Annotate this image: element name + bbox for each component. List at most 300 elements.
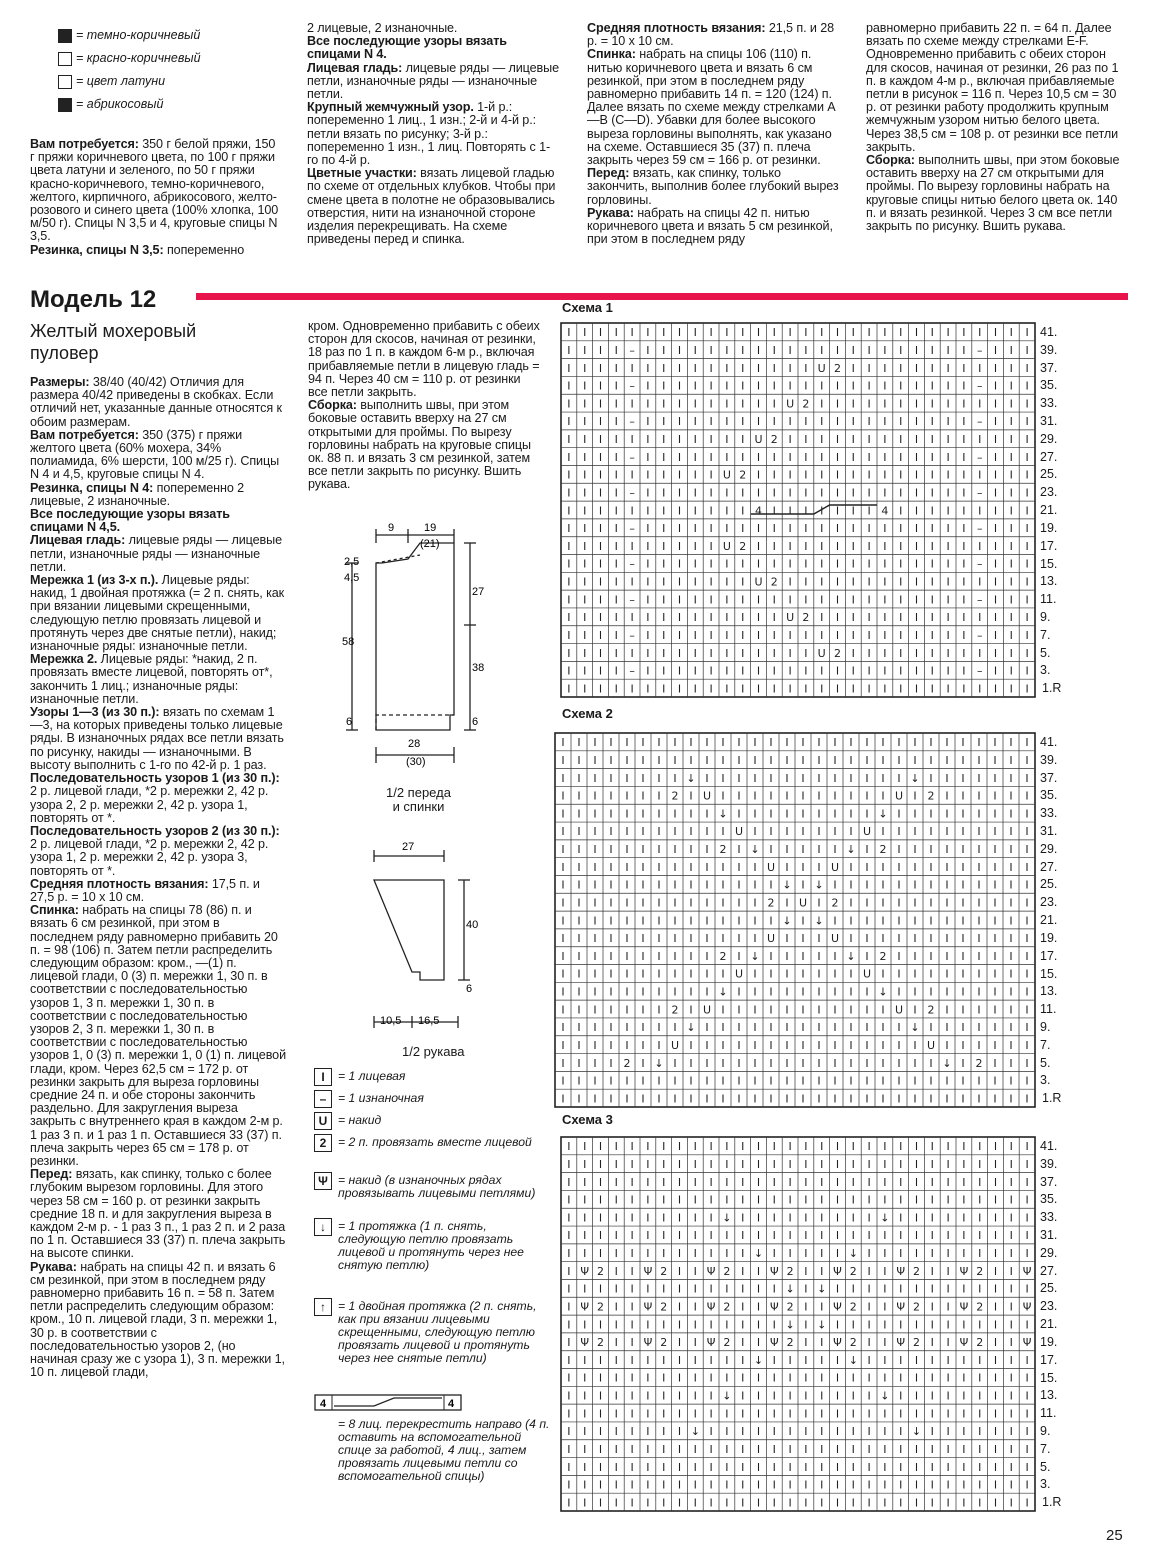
- stitch-symbol: I: [1025, 611, 1029, 625]
- stitch-symbol: I: [1009, 1371, 1013, 1385]
- stitch-symbol: I: [820, 379, 824, 393]
- stitch-symbol: I: [945, 1074, 949, 1088]
- stitch-symbol: I: [614, 1460, 618, 1474]
- stitch-symbol: I: [662, 664, 666, 678]
- stitch-symbol: I: [817, 825, 821, 839]
- stitch-symbol: I: [899, 1407, 903, 1421]
- stitch-symbol: I: [835, 1460, 840, 1474]
- stitch-symbol: I: [598, 1478, 603, 1492]
- stitch-symbol: I: [593, 825, 597, 839]
- stitch-symbol: I: [788, 522, 792, 536]
- stitch-symbol: I: [756, 557, 761, 571]
- stitch-symbol: I: [833, 914, 837, 928]
- dim-label: 6: [472, 716, 479, 728]
- stitch-symbol: I: [693, 379, 697, 393]
- symbol-label: = накид (в изнаночных рядах провязывать лицевыми петлями): [338, 1173, 536, 1200]
- stitch-symbol: I: [769, 807, 773, 821]
- stitch-symbol: I: [1009, 1157, 1013, 1171]
- stitch-symbol: I: [567, 1300, 571, 1314]
- stitch-symbol: I: [1009, 1389, 1013, 1403]
- stitch-symbol: I: [930, 628, 934, 642]
- stitch-symbol: I: [693, 1300, 697, 1314]
- paragraph: [30, 376, 286, 429]
- stitch-symbol: I: [662, 468, 666, 482]
- stitch-symbol: I: [1025, 682, 1029, 696]
- stitch-symbol: I: [657, 789, 661, 803]
- stitch-symbol: I: [614, 1478, 618, 1492]
- stitch-symbol: I: [833, 771, 837, 785]
- stitch-symbol: I: [867, 450, 871, 464]
- stitch-symbol: I: [721, 860, 725, 874]
- stitch-symbol: I: [693, 646, 697, 660]
- stitch-symbol: I: [788, 664, 792, 678]
- stitch-symbol: I: [598, 1407, 603, 1421]
- stitch-symbol: I: [1009, 914, 1013, 928]
- stitch-symbol: I: [914, 450, 919, 464]
- stitch-symbol: I: [609, 1021, 613, 1035]
- stitch-symbol: I: [614, 361, 618, 375]
- stitch-symbol: I: [788, 1140, 792, 1154]
- stitch-symbol: I: [598, 1175, 603, 1189]
- stitch-symbol: I: [804, 433, 808, 447]
- stitch-symbol: Ψ: [706, 1300, 716, 1314]
- stitch-symbol: I: [899, 1193, 903, 1207]
- stitch-symbol: I: [673, 985, 677, 999]
- stitch-symbol: I: [721, 753, 725, 767]
- stitch-symbol: I: [756, 628, 761, 642]
- stitch-symbol: I: [709, 1496, 713, 1510]
- stitch-symbol: I: [899, 539, 903, 553]
- stitch-symbol: ↓: [817, 1318, 827, 1332]
- stitch-symbol: I: [598, 1282, 603, 1296]
- stitch-symbol: I: [630, 1211, 634, 1225]
- stitch-symbol: I: [817, 932, 821, 946]
- stitch-symbol: I: [820, 575, 824, 589]
- stitch-symbol: I: [741, 1229, 745, 1243]
- stitch-symbol: I: [662, 397, 666, 411]
- stitch-symbol: I: [561, 896, 565, 910]
- stitch-symbol: I: [662, 326, 666, 340]
- stitch-symbol: I: [929, 807, 933, 821]
- stitch-symbol: I: [614, 682, 618, 696]
- stitch-symbol: I: [689, 1003, 693, 1017]
- stitch-symbol: I: [662, 1371, 666, 1385]
- stitch-symbol: I: [978, 433, 982, 447]
- stitch-symbol: I: [945, 1092, 949, 1106]
- stitch-symbol: I: [593, 1074, 597, 1088]
- stitch-symbol: I: [609, 1092, 613, 1106]
- knitting-chart-grid: [554, 732, 1036, 1108]
- stitch-symbol: I: [993, 343, 998, 357]
- stitch-symbol: I: [598, 486, 603, 500]
- stitch-symbol: I: [1009, 415, 1013, 429]
- stitch-symbol: I: [993, 1211, 998, 1225]
- stitch-symbol: I: [867, 343, 871, 357]
- stitch-symbol: I: [741, 522, 745, 536]
- stitch-symbol: I: [577, 753, 581, 767]
- stitch-symbol: I: [1009, 860, 1013, 874]
- stitch-symbol: I: [914, 1371, 919, 1385]
- stitch-symbol: Ψ: [1022, 1264, 1032, 1278]
- stitch-symbol: I: [577, 985, 581, 999]
- stitch-symbol: I: [646, 1157, 650, 1171]
- stitch-symbol: I: [1025, 1460, 1029, 1474]
- stitch-symbol: I: [804, 361, 808, 375]
- stitch-symbol: I: [1025, 1425, 1029, 1439]
- stitch-symbol: I: [820, 682, 824, 696]
- stitch-symbol: I: [646, 575, 650, 589]
- stitch-symbol: I: [946, 1496, 950, 1510]
- stitch-symbol: I: [662, 611, 666, 625]
- stitch-symbol: I: [897, 896, 901, 910]
- stitch-symbol: I: [883, 1264, 887, 1278]
- stitch-symbol: I: [772, 557, 776, 571]
- stitch-symbol: I: [583, 557, 587, 571]
- stitch-symbol: ↓: [848, 1353, 858, 1367]
- paragraph: [30, 138, 280, 244]
- stitch-symbol: I: [593, 896, 597, 910]
- stitch-symbol: I: [883, 1229, 887, 1243]
- stitch-symbol: –: [976, 486, 983, 500]
- stitch-symbol: I: [962, 1425, 966, 1439]
- stitch-symbol: I: [1025, 557, 1029, 571]
- stitch-symbol: I: [689, 967, 693, 981]
- stitch-symbol: I: [851, 539, 855, 553]
- stitch-symbol: I: [978, 1460, 982, 1474]
- stitch-symbol: I: [849, 985, 853, 999]
- stitch-symbol: I: [677, 646, 682, 660]
- stitch-symbol: I: [804, 379, 808, 393]
- stitch-symbol: I: [914, 611, 919, 625]
- stitch-symbol: I: [689, 807, 693, 821]
- stitch-symbol: I: [1009, 361, 1013, 375]
- stitch-symbol: I: [677, 326, 682, 340]
- stitch-symbol: I: [741, 1300, 745, 1314]
- stitch-symbol: I: [817, 789, 821, 803]
- stitch-symbol: I: [598, 433, 603, 447]
- stitch-symbol: 2: [739, 468, 747, 482]
- stitch-symbol: I: [804, 1442, 808, 1456]
- row-number: 31.: [1040, 824, 1058, 839]
- stitch-symbol: I: [867, 1460, 871, 1474]
- schema-title: Схема 2: [562, 706, 613, 721]
- row-number: 21.: [1040, 1317, 1058, 1332]
- stitch-symbol: I: [946, 1157, 950, 1171]
- stitch-symbol: I: [820, 664, 824, 678]
- stitch-symbol: I: [561, 736, 565, 750]
- stitch-symbol: I: [567, 646, 571, 660]
- stitch-symbol: I: [897, 843, 901, 857]
- stitch-symbol: I: [625, 985, 629, 999]
- stitch-symbol: I: [625, 753, 629, 767]
- stitch-symbol: I: [609, 1038, 613, 1052]
- stitch-symbol: I: [820, 1336, 824, 1350]
- stitch-symbol: I: [677, 1389, 682, 1403]
- stitch-symbol: ↓: [878, 985, 888, 999]
- stitch-symbol: I: [1009, 343, 1013, 357]
- stitch-symbol: I: [693, 361, 697, 375]
- stitch-symbol: I: [865, 1003, 869, 1017]
- stitch-symbol: I: [561, 771, 565, 785]
- stitch-symbol: I: [567, 468, 571, 482]
- stitch-symbol: I: [867, 1211, 871, 1225]
- stitch-symbol: I: [978, 1247, 982, 1261]
- stitch-symbol: I: [709, 379, 713, 393]
- stitch-symbol: ↓: [654, 1056, 664, 1070]
- top-column-1: [30, 138, 280, 257]
- stitch-symbol: I: [693, 1353, 697, 1367]
- stitch-symbol: I: [851, 1140, 855, 1154]
- stitch-symbol: I: [772, 1425, 776, 1439]
- stitch-symbol: I: [756, 611, 761, 625]
- stitch-symbol: I: [820, 1407, 824, 1421]
- stitch-symbol: I: [883, 664, 887, 678]
- stitch-symbol: I: [583, 326, 587, 340]
- stitch-symbol: I: [662, 1229, 666, 1243]
- stitch-symbol: I: [897, 753, 901, 767]
- stitch-symbol: I: [614, 1229, 618, 1243]
- dim-label: 40: [466, 919, 479, 931]
- stitch-symbol: I: [946, 575, 950, 589]
- stitch-symbol: I: [801, 843, 805, 857]
- main-column-1: [30, 376, 286, 1379]
- stitch-symbol: I: [725, 1318, 729, 1332]
- paragraph-text: Лицевые ряды: накид, 1 двойная протяжка (= 2 п. снять, как при вязании лицевыми скрещенными, следующую петлю провязать лицевой и протянуть через две снятые петли), накид; изнаночные ряды: изнаночные петли.: [30, 573, 285, 654]
- paragraph-text: выполнить швы, при этом боковые оставить вверху на 27 см открытыми для проймы. По вырезу горловины набрать на круговые спицы нитью белого цвета ок. 140 п. и вязать резинкой. Через 3 см все петли закрыть по рисунку. Вшить рукава.: [866, 153, 1120, 234]
- paragraph-text: лицевые ряды — лицевые петли, изнаночные ряды — изнаночные петли.: [307, 60, 560, 102]
- stitch-symbol: I: [609, 860, 613, 874]
- stitch-symbol: I: [725, 522, 729, 536]
- stitch-symbol: I: [756, 1193, 761, 1207]
- stitch-symbol: I: [561, 789, 565, 803]
- stitch-symbol: I: [705, 1092, 709, 1106]
- stitch-symbol: I: [753, 771, 757, 785]
- stitch-symbol: I: [769, 878, 773, 892]
- stitch-symbol: I: [883, 1425, 887, 1439]
- stitch-symbol: I: [883, 326, 887, 340]
- stitch-symbol: I: [709, 326, 713, 340]
- stitch-symbol: I: [614, 1371, 618, 1385]
- stitch-symbol: I: [725, 504, 729, 518]
- stitch-symbol: I: [641, 896, 645, 910]
- stitch-symbol: I: [945, 736, 949, 750]
- stitch-symbol: I: [899, 557, 903, 571]
- stitch-symbol: I: [835, 1478, 840, 1492]
- stitch-symbol: I: [883, 468, 887, 482]
- stitch-symbol: I: [646, 468, 650, 482]
- stitch-symbol: I: [945, 753, 949, 767]
- stitch-symbol: I: [946, 1282, 950, 1296]
- stitch-symbol: I: [646, 326, 650, 340]
- stitch-symbol: I: [689, 736, 693, 750]
- stitch-symbol: I: [709, 450, 713, 464]
- stitch-symbol: I: [913, 949, 917, 963]
- stitch-symbol: Ψ: [580, 1336, 590, 1350]
- stitch-symbol: I: [689, 985, 693, 999]
- stitch-symbol: I: [899, 522, 903, 536]
- stitch-symbol: I: [930, 468, 934, 482]
- stitch-symbol: I: [993, 1157, 998, 1171]
- paragraph: [307, 62, 559, 102]
- stitch-symbol: I: [788, 1407, 792, 1421]
- stitch-symbol: I: [641, 985, 645, 999]
- stitch-symbol: I: [646, 1193, 650, 1207]
- stitch-symbol: I: [899, 682, 903, 696]
- stitch-symbol: I: [646, 1407, 650, 1421]
- stitch-symbol: I: [677, 468, 682, 482]
- stitch-symbol: I: [741, 682, 745, 696]
- stitch-symbol: I: [709, 1140, 713, 1154]
- stitch-symbol: I: [835, 664, 840, 678]
- stitch-symbol: –: [976, 593, 983, 607]
- stitch-symbol: I: [978, 1282, 982, 1296]
- stitch-symbol: I: [867, 682, 871, 696]
- stitch-symbol: I: [883, 522, 887, 536]
- stitch-symbol: I: [583, 361, 587, 375]
- stitch-symbol: I: [709, 611, 713, 625]
- stitch-symbol: I: [567, 1353, 571, 1367]
- stitch-symbol: I: [737, 896, 741, 910]
- stitch-symbol: I: [1009, 379, 1013, 393]
- paragraph-heading: Средняя плотность вязания:: [587, 21, 766, 35]
- stitch-symbol: I: [625, 843, 629, 857]
- stitch-symbol: I: [673, 807, 677, 821]
- stitch-symbol: I: [625, 878, 629, 892]
- stitch-symbol: I: [725, 611, 729, 625]
- paragraph-heading: Сборка:: [308, 398, 357, 413]
- stitch-symbol: I: [657, 1038, 661, 1052]
- stitch-symbol: I: [804, 1318, 808, 1332]
- stitch-symbol: I: [693, 433, 697, 447]
- stitch-symbol: I: [804, 1193, 808, 1207]
- stitch-symbol: I: [1009, 1175, 1013, 1189]
- stitch-symbol: I: [756, 1442, 761, 1456]
- stitch-symbol: 2: [770, 433, 778, 447]
- stitch-symbol: I: [725, 575, 729, 589]
- stitch-symbol: I: [725, 1478, 729, 1492]
- stitch-symbol: I: [851, 1175, 855, 1189]
- stitch-symbol: I: [833, 843, 837, 857]
- stitch-symbol: I: [1025, 1175, 1029, 1189]
- stitch-symbol: I: [913, 1003, 917, 1017]
- stitch-symbol: I: [1025, 1282, 1029, 1296]
- stitch-symbol: I: [946, 557, 950, 571]
- stitch-symbol: I: [709, 1389, 713, 1403]
- stitch-symbol: I: [993, 486, 998, 500]
- stitch-symbol: I: [677, 1407, 682, 1421]
- stitch-symbol: 2: [786, 1264, 794, 1278]
- stitch-symbol: I: [804, 1389, 808, 1403]
- stitch-symbol: I: [561, 985, 565, 999]
- stitch-symbol: I: [693, 522, 697, 536]
- stitch-symbol: I: [913, 1074, 917, 1088]
- stitch-symbol: I: [835, 1211, 840, 1225]
- stitch-symbol: I: [721, 1038, 725, 1052]
- paragraph: [587, 48, 840, 167]
- stitch-symbol: I: [769, 771, 773, 785]
- stitch-symbol: I: [756, 593, 761, 607]
- stitch-symbol: I: [897, 771, 901, 785]
- stitch-symbol: I: [945, 914, 949, 928]
- stitch-symbol: I: [630, 326, 634, 340]
- stitch-symbol: I: [725, 397, 729, 411]
- stitch-symbol: I: [561, 753, 565, 767]
- row-number: 9.: [1040, 609, 1051, 624]
- stitch-symbol: I: [849, 914, 853, 928]
- stitch-symbol: 4: [881, 504, 889, 518]
- stitch-symbol: I: [993, 985, 997, 999]
- paragraph: [30, 878, 286, 904]
- stitch-symbol: I: [567, 539, 571, 553]
- stitch-symbol: I: [741, 611, 745, 625]
- stitch-symbol: I: [769, 843, 773, 857]
- stitch-symbol: I: [1025, 486, 1029, 500]
- stitch-symbol: I: [930, 557, 934, 571]
- row-number: 37.: [1040, 770, 1058, 785]
- stitch-symbol: I: [646, 628, 650, 642]
- stitch-symbol: I: [677, 433, 682, 447]
- row-number: 15.: [1040, 556, 1058, 571]
- stitch-symbol: I: [705, 1038, 709, 1052]
- stitch-symbol: I: [851, 1478, 855, 1492]
- row-number: 3.: [1040, 1073, 1051, 1088]
- stitch-symbol: I: [577, 932, 581, 946]
- stitch-symbol: I: [741, 1336, 745, 1350]
- stitch-symbol: I: [913, 825, 917, 839]
- symbol-label: = 8 лиц. перекрестить направо (4 п. оставить на вспомогательной спице за работой, 4 лиц., затем провязать лицевыми петли со вспомогательной спицы): [338, 1417, 550, 1483]
- stitch-symbol: I: [978, 682, 982, 696]
- stitch-symbol: I: [561, 825, 565, 839]
- stitch-symbol: I: [1009, 1460, 1013, 1474]
- stitch-symbol: I: [835, 1389, 840, 1403]
- stitch-symbol: I: [577, 789, 581, 803]
- stitch-symbol: I: [598, 593, 603, 607]
- stitch-symbol: I: [899, 1478, 903, 1492]
- stitch-symbol: I: [945, 949, 949, 963]
- stitch-symbol: I: [677, 1318, 682, 1332]
- stitch-symbol: I: [662, 522, 666, 536]
- stitch-symbol: I: [899, 468, 903, 482]
- stitch-symbol: I: [769, 753, 773, 767]
- stitch-symbol: I: [673, 914, 677, 928]
- stitch-symbol: I: [785, 949, 789, 963]
- stitch-symbol: I: [993, 1318, 998, 1332]
- stitch-symbol: I: [567, 1496, 571, 1510]
- stitch-symbol: ↓: [750, 949, 760, 963]
- stitch-symbol: I: [693, 1478, 697, 1492]
- stitch-symbol: I: [883, 486, 887, 500]
- stitch-symbol: I: [835, 522, 840, 536]
- stitch-symbol: I: [689, 753, 693, 767]
- stitch-symbol: I: [1025, 771, 1029, 785]
- stitch-symbol: I: [721, 789, 725, 803]
- stitch-symbol: I: [946, 1407, 950, 1421]
- stitch-symbol: I: [772, 1211, 776, 1225]
- stitch-symbol: I: [756, 397, 761, 411]
- stitch-symbol: I: [851, 1211, 855, 1225]
- stitch-symbol: 2: [786, 1300, 794, 1314]
- page-number: 25: [1106, 1527, 1123, 1544]
- stitch-symbol: I: [993, 1193, 998, 1207]
- stitch-symbol: I: [583, 379, 587, 393]
- paragraph-heading: Средняя плотность вязания:: [30, 876, 209, 891]
- stitch-symbol: I: [753, 896, 757, 910]
- stitch-symbol: I: [929, 914, 933, 928]
- row-number: 29.: [1040, 1245, 1058, 1260]
- stitch-symbol: I: [1009, 486, 1013, 500]
- stitch-symbol: I: [646, 379, 650, 393]
- stitch-symbol: –: [629, 343, 635, 357]
